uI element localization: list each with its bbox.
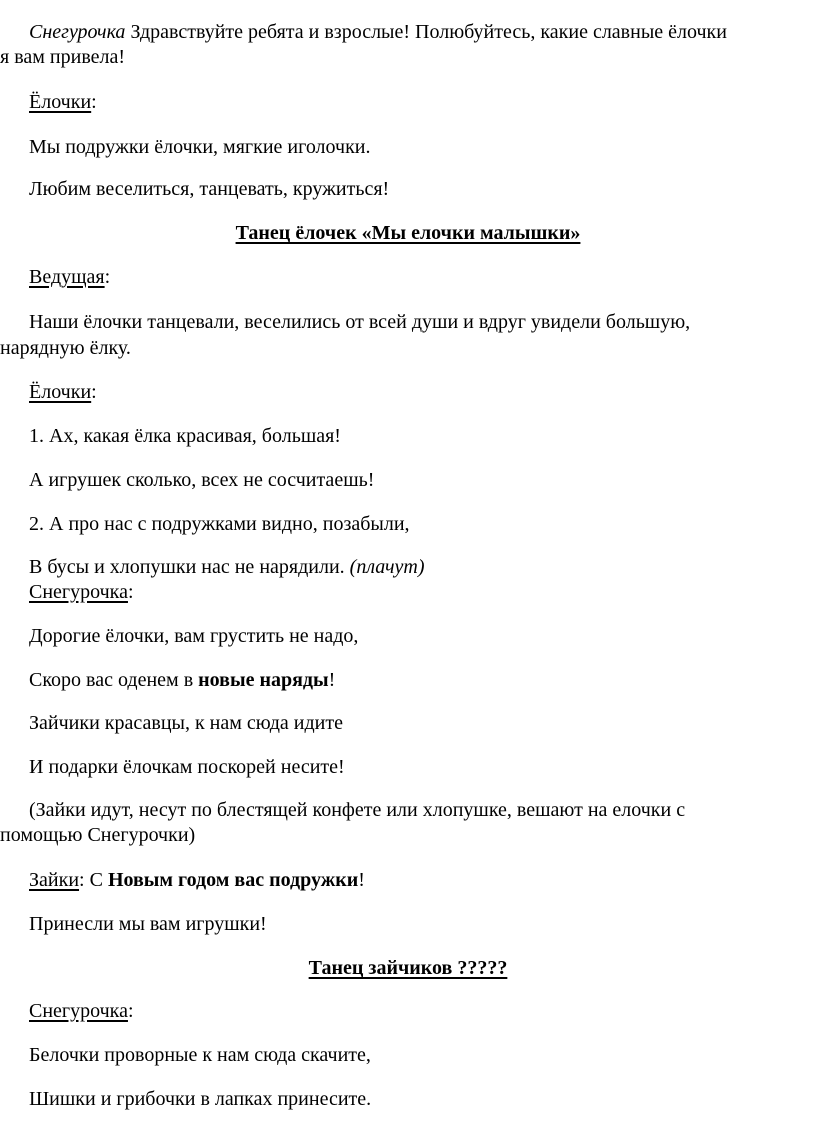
verse-line: Дорогие ёлочки, вам грустить не надо, xyxy=(29,625,359,647)
speaker-line-vedushchaya: Ведущая: xyxy=(29,266,111,288)
speaker-yolochki: Ёлочки xyxy=(29,91,92,113)
speaker-line-yolochki: Ёлочки: xyxy=(29,91,97,113)
section-heading-yolochki-dance: Танец ёлочек «Мы елочки малышки» xyxy=(235,222,581,244)
speaker-snegurochka: Снегурочка xyxy=(29,21,126,43)
speaker-line-zaiki: Зайки: С Новым годом вас подружки! xyxy=(29,869,365,891)
speaker-yolochki: Ёлочки xyxy=(29,381,92,403)
greeting-text-continued: я вам привела! xyxy=(0,46,126,68)
stage-note: (плачут) xyxy=(349,556,425,578)
speaker-snegurochka: Снегурочка xyxy=(29,581,128,603)
verse-line: Принесли мы вам игрушки! xyxy=(29,913,267,935)
stage-direction: (Зайки идут, несут по блестящей конфете или хлопушке, вешают на елочки с xyxy=(29,799,686,821)
verse-line: И подарки ёлочкам поскорей несите! xyxy=(29,756,345,778)
speaker-line-snegurochka: Снегурочка: xyxy=(29,1000,134,1022)
paragraph-greeting xyxy=(0,20,816,44)
speaker-line-yolochki: Ёлочки: xyxy=(29,381,97,403)
speaker-line-snegurochka: Снегурочка: xyxy=(29,581,134,603)
speaker-vedushchaya: Ведущая xyxy=(29,266,105,288)
verse-line: 1. Ах, какая ёлка красивая, большая! xyxy=(29,425,341,447)
verse-line: Скоро вас оденем в новые наряды! xyxy=(29,669,336,691)
speaker-zaiki: Зайки xyxy=(29,869,80,891)
verse-line: Любим веселиться, танцевать, кружиться! xyxy=(29,178,390,200)
section-heading-zaichiki-dance: Танец зайчиков ????? xyxy=(308,957,508,979)
verse-line: А игрушек сколько, всех не сосчитаешь! xyxy=(29,469,375,491)
verse-line: Мы подружки ёлочки, мягкие иголочки. xyxy=(29,136,371,158)
verse-line-with-stage-note: В бусы и хлопушки нас не нарядили. (плачут) xyxy=(29,556,425,578)
verse-line: Шишки и грибочки в лапках принесите. xyxy=(29,1088,372,1110)
verse-line: Зайчики красавцы, к нам сюда идите xyxy=(29,712,343,734)
speaker-snegurochka: Снегурочка xyxy=(29,1000,128,1022)
greeting-text: Здравствуйте ребята и взрослые! Полюбуйтесь, какие славные ёлочки xyxy=(125,21,727,43)
bold-phrase: новые наряды xyxy=(198,669,329,691)
bold-phrase: Новым годом вас подружки xyxy=(107,869,359,891)
verse-line: 2. А про нас с подружками видно, позабыли, xyxy=(29,513,410,535)
stage-direction-continued: помощью Снегурочки) xyxy=(0,824,196,846)
narration-line: Наши ёлочки танцевали, веселились от всей души и вдруг увидели большую, xyxy=(29,311,691,333)
verse-line: Белочки проворные к нам сюда скачите, xyxy=(29,1044,371,1066)
narration-line-continued: нарядную ёлку. xyxy=(0,337,131,359)
